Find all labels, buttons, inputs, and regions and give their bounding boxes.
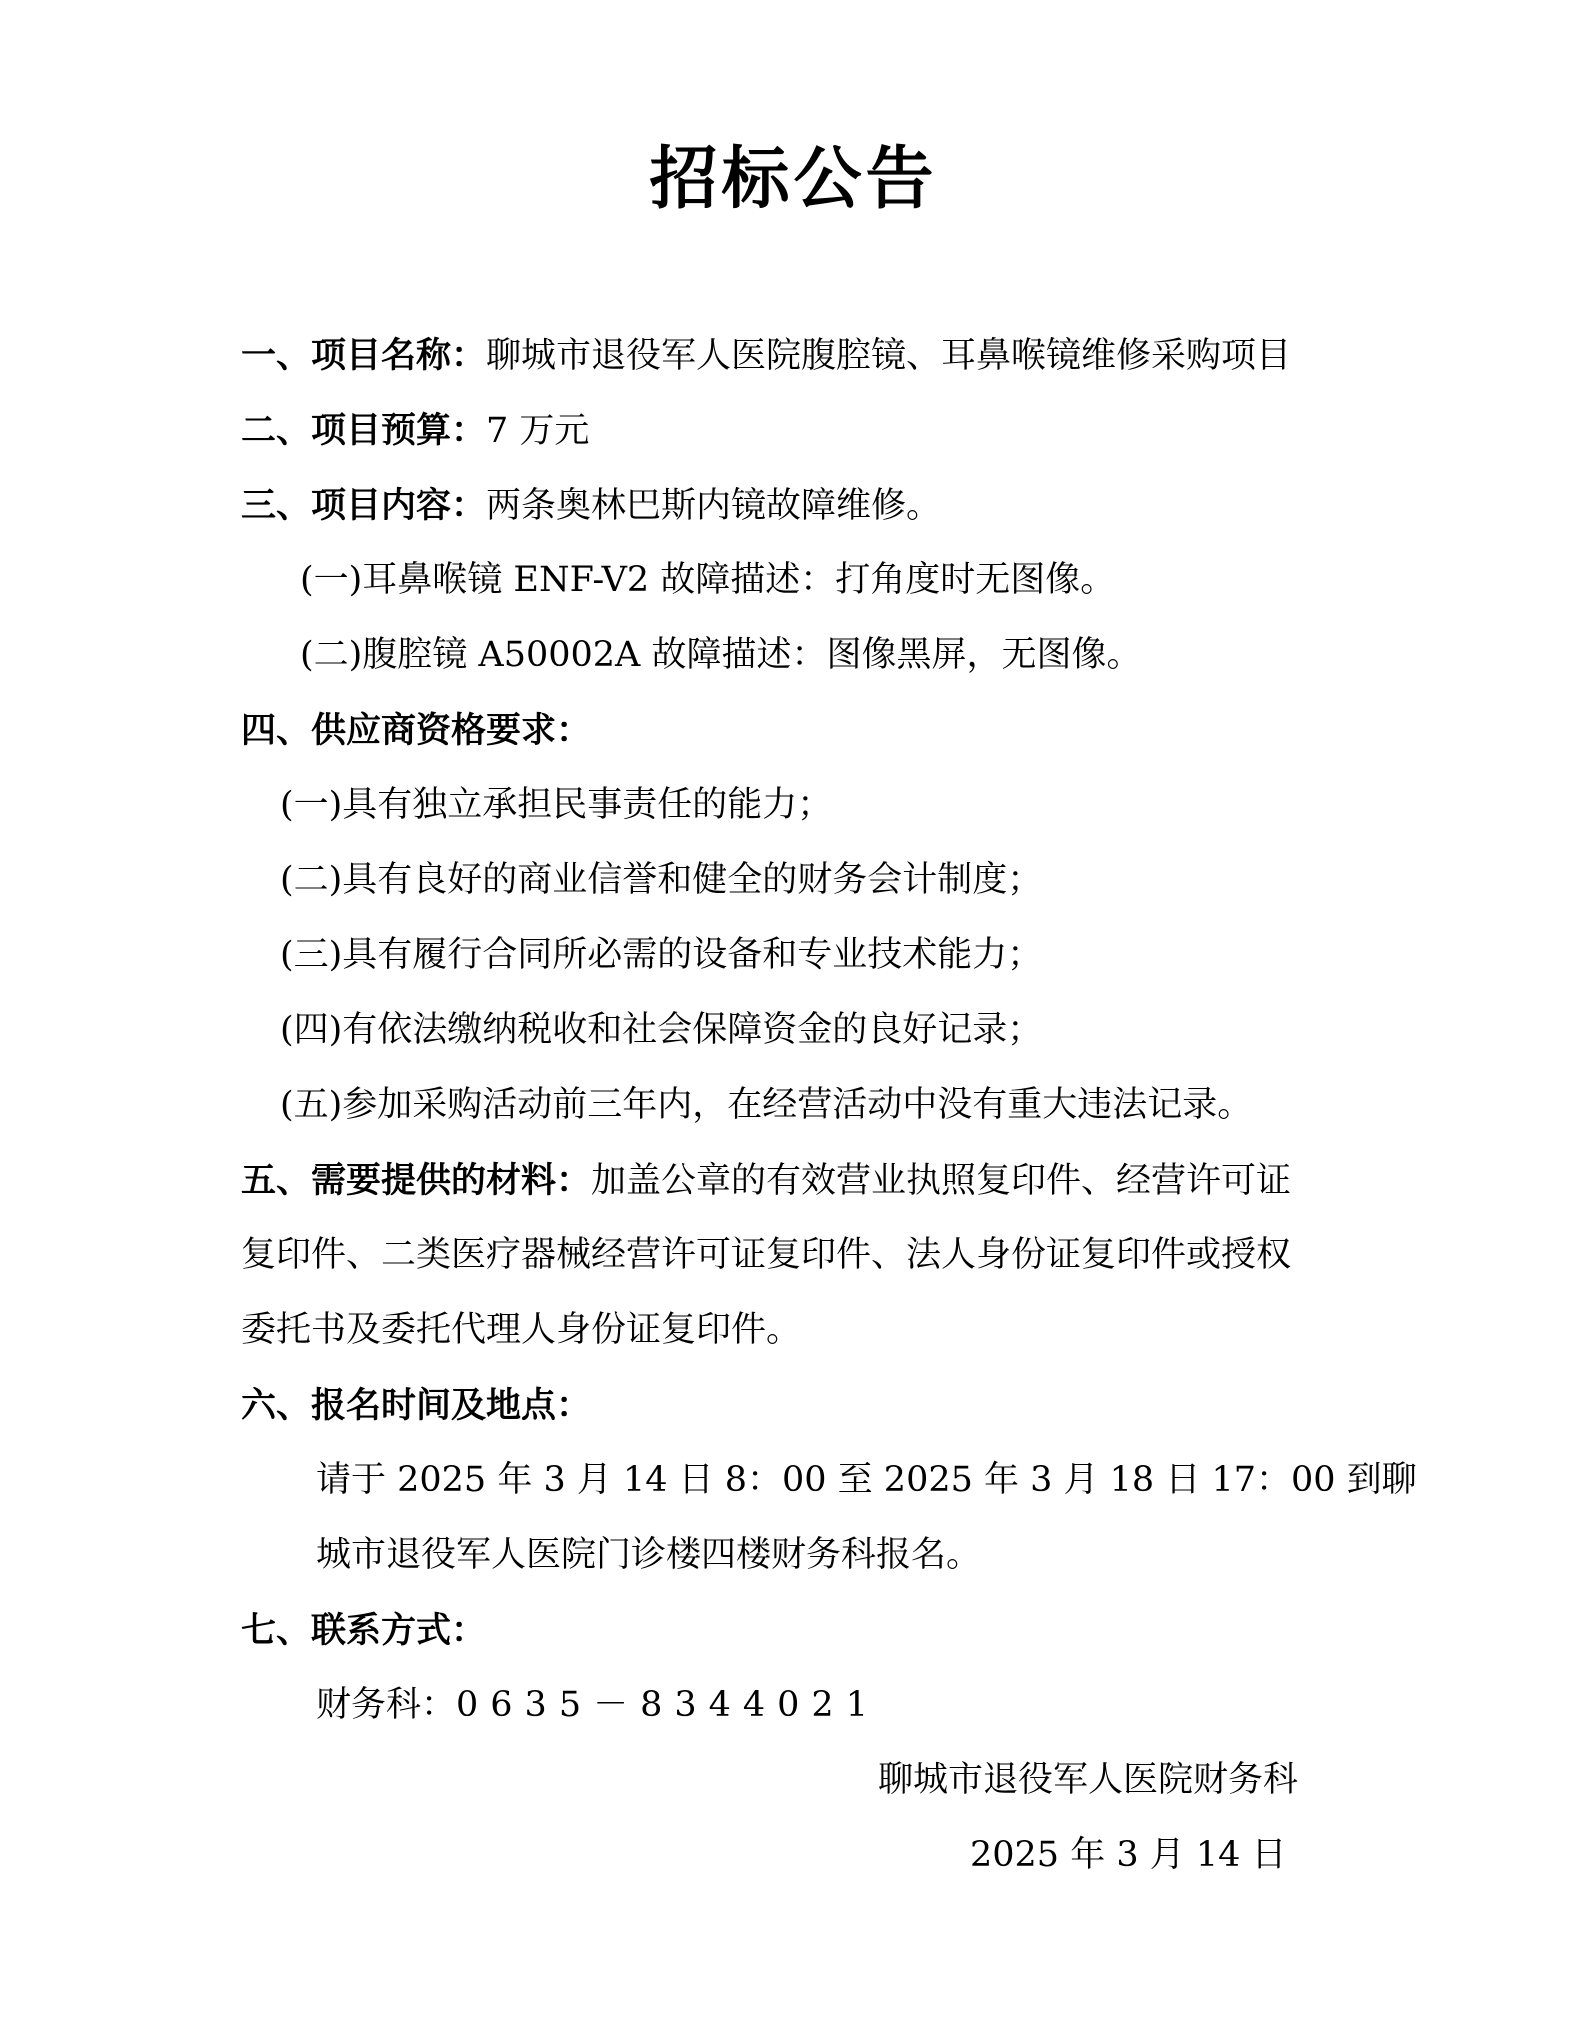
qualification-item: (三)具有履行合同所必需的设备和专业技术能力； [280, 935, 1043, 975]
materials-line: 复印件、二类医疗器械经营许可证复印件、法人身份证复印件或授权 [241, 1235, 1292, 1275]
item-label: 一、项目名称： [241, 335, 487, 376]
content-sub-item: (一)耳鼻喉镜 ENF-V2 故障描述：打角度时无图像。 [300, 560, 1116, 600]
item-contact [241, 1610, 487, 1651]
item-label: 四、供应商资格要求： [241, 710, 592, 751]
registration-line: 请于 2025 年 3 月 14 日 8：00 至 2025 年 3 月 18 日 17：00 到聊 [316, 1460, 1417, 1500]
phone-number: 0635－8344021 [456, 1685, 880, 1725]
item-registration [241, 1385, 592, 1426]
qualification-item: (一)具有独立承担民事责任的能力； [280, 785, 833, 825]
item-value: 聊城市退役军人医院腹腔镜、耳鼻喉镜维修采购项目 [486, 336, 1292, 376]
qualification-item: (四)有依法缴纳税收和社会保障资金的良好记录； [280, 1010, 1043, 1050]
item-qualifications [241, 710, 592, 751]
item-label: 三、项目内容： [241, 485, 487, 526]
signature-org: 聊城市退役军人医院财务科 [878, 1760, 1299, 1800]
item-value: 两条奥林巴斯内镜故障维修。 [486, 486, 942, 526]
page-title: 招标公告 [649, 139, 938, 219]
item-materials [241, 1160, 1292, 1201]
content-sub-item: (二)腹腔镜 A50002A 故障描述：图像黑屏，无图像。 [300, 635, 1142, 675]
item-label: 二、项目预算： [241, 410, 487, 451]
item-label: 七、联系方式： [241, 1610, 487, 1651]
item-label: 六、报名时间及地点： [241, 1385, 592, 1426]
phone-label: 财务科： [316, 1685, 457, 1725]
signature-date: 2025 年 3 月 14 日 [970, 1835, 1287, 1875]
item-project-name [241, 335, 1292, 376]
qualification-item: (五)参加采购活动前三年内，在经营活动中没有重大违法记录。 [280, 1085, 1253, 1125]
registration-line: 城市退役军人医院门诊楼四楼财务科报名。 [316, 1535, 982, 1575]
item-budget [241, 410, 590, 451]
item-value: 7 万元 [486, 411, 590, 451]
contact-phone [316, 1685, 880, 1725]
item-value: 加盖公章的有效营业执照复印件、经营许可证 [591, 1161, 1292, 1201]
item-label: 五、需要提供的材料： [241, 1160, 592, 1201]
materials-line: 委托书及委托代理人身份证复印件。 [241, 1310, 802, 1350]
item-content [241, 485, 942, 526]
qualification-item: (二)具有良好的商业信誉和健全的财务会计制度； [280, 860, 1043, 900]
